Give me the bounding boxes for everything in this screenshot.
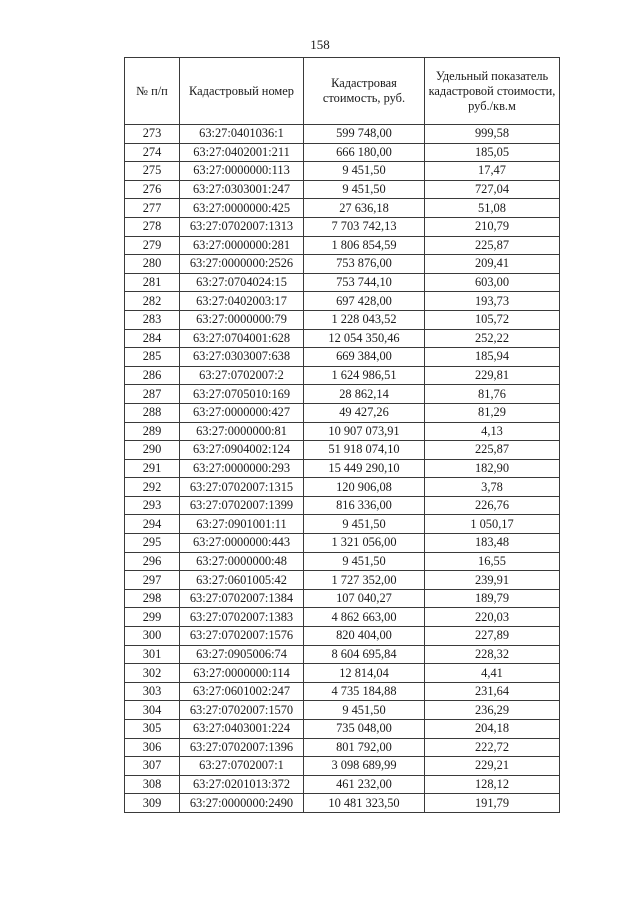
cadastral-number-cell: 63:27:0402001:211 xyxy=(180,143,304,162)
row-num-cell: 293 xyxy=(125,496,180,515)
table-row xyxy=(125,199,560,218)
cadastral-value-cell: 697 428,00 xyxy=(304,292,425,311)
row-num-cell: 277 xyxy=(125,199,180,218)
cadastral-number-cell: 63:27:0402003:17 xyxy=(180,292,304,311)
table-header-row xyxy=(125,58,560,125)
specific-indicator-cell: 239,91 xyxy=(425,571,560,590)
table-row xyxy=(125,162,560,181)
row-num-cell: 296 xyxy=(125,552,180,571)
cadastral-number-cell: 63:27:0000000:443 xyxy=(180,534,304,553)
specific-indicator-cell: 227,89 xyxy=(425,627,560,646)
cadastral-number-cell: 63:27:0303007:638 xyxy=(180,348,304,367)
cadastral-value-cell: 51 918 074,10 xyxy=(304,441,425,460)
cadastral-number-cell: 63:27:0000000:281 xyxy=(180,236,304,255)
row-num-cell: 300 xyxy=(125,627,180,646)
cadastral-value-cell: 9 451,50 xyxy=(304,701,425,720)
cadastral-value-cell: 9 451,50 xyxy=(304,515,425,534)
row-num-cell: 280 xyxy=(125,255,180,274)
table-row xyxy=(125,608,560,627)
table-row xyxy=(125,217,560,236)
table-row xyxy=(125,143,560,162)
cadastral-number-cell: 63:27:0705010:169 xyxy=(180,385,304,404)
cadastral-number-cell: 63:27:0000000:2490 xyxy=(180,794,304,813)
table-row xyxy=(125,682,560,701)
cadastral-value-cell: 666 180,00 xyxy=(304,143,425,162)
cadastral-number-cell: 63:27:0704024:15 xyxy=(180,273,304,292)
row-num-cell: 279 xyxy=(125,236,180,255)
cadastral-value-cell: 15 449 290,10 xyxy=(304,459,425,478)
cadastral-number-cell: 63:27:0000000:427 xyxy=(180,403,304,422)
table-row xyxy=(125,515,560,534)
table-row xyxy=(125,645,560,664)
header-cadastral-number: Кадастровый номер xyxy=(180,58,304,125)
table-row xyxy=(125,478,560,497)
specific-indicator-cell: 204,18 xyxy=(425,720,560,739)
specific-indicator-cell: 225,87 xyxy=(425,441,560,460)
row-num-cell: 304 xyxy=(125,701,180,720)
specific-indicator-cell: 229,81 xyxy=(425,366,560,385)
row-num-cell: 301 xyxy=(125,645,180,664)
header-num: № п/п xyxy=(125,58,180,125)
table-row xyxy=(125,366,560,385)
cadastral-value-cell: 27 636,18 xyxy=(304,199,425,218)
cadastral-number-cell: 63:27:0901001:11 xyxy=(180,515,304,534)
cadastral-number-cell: 63:27:0702007:1383 xyxy=(180,608,304,627)
specific-indicator-cell: 16,55 xyxy=(425,552,560,571)
row-num-cell: 305 xyxy=(125,720,180,739)
cadastral-number-cell: 63:27:0601005:42 xyxy=(180,571,304,590)
specific-indicator-cell: 193,73 xyxy=(425,292,560,311)
specific-indicator-cell: 222,72 xyxy=(425,738,560,757)
cadastral-value-cell: 1 624 986,51 xyxy=(304,366,425,385)
table-row xyxy=(125,385,560,404)
specific-indicator-cell: 231,64 xyxy=(425,682,560,701)
table-row xyxy=(125,589,560,608)
cadastral-value-cell: 3 098 689,99 xyxy=(304,757,425,776)
cadastral-number-cell: 63:27:0000000:113 xyxy=(180,162,304,181)
row-num-cell: 278 xyxy=(125,217,180,236)
table-row xyxy=(125,775,560,794)
table-row xyxy=(125,255,560,274)
row-num-cell: 275 xyxy=(125,162,180,181)
specific-indicator-cell: 191,79 xyxy=(425,794,560,813)
specific-indicator-cell: 226,76 xyxy=(425,496,560,515)
specific-indicator-cell: 209,41 xyxy=(425,255,560,274)
cadastral-value-cell: 4 735 184,88 xyxy=(304,682,425,701)
cadastral-value-cell: 820 404,00 xyxy=(304,627,425,646)
cadastral-number-cell: 63:27:0704001:628 xyxy=(180,329,304,348)
specific-indicator-cell: 252,22 xyxy=(425,329,560,348)
cadastral-value-cell: 4 862 663,00 xyxy=(304,608,425,627)
cadastral-number-cell: 63:27:0000000:293 xyxy=(180,459,304,478)
specific-indicator-cell: 603,00 xyxy=(425,273,560,292)
cadastral-value-cell: 9 451,50 xyxy=(304,162,425,181)
table-row xyxy=(125,292,560,311)
cadastral-number-cell: 63:27:0401036:1 xyxy=(180,125,304,144)
specific-indicator-cell: 999,58 xyxy=(425,125,560,144)
row-num-cell: 283 xyxy=(125,310,180,329)
table-row xyxy=(125,403,560,422)
cadastral-value-cell: 753 876,00 xyxy=(304,255,425,274)
table-row xyxy=(125,571,560,590)
cadastral-value-cell: 9 451,50 xyxy=(304,552,425,571)
cadastral-number-cell: 63:27:0303001:247 xyxy=(180,180,304,199)
cadastral-number-cell: 63:27:0904002:124 xyxy=(180,441,304,460)
row-num-cell: 289 xyxy=(125,422,180,441)
cadastral-value-cell: 10 907 073,91 xyxy=(304,422,425,441)
row-num-cell: 303 xyxy=(125,682,180,701)
header-specific-indicator: Удельный показатель кадастровой стоимости, руб./кв.м xyxy=(425,58,560,125)
specific-indicator-cell: 229,21 xyxy=(425,757,560,776)
row-num-cell: 295 xyxy=(125,534,180,553)
table-row xyxy=(125,496,560,515)
cadastral-value-cell: 49 427,26 xyxy=(304,403,425,422)
cadastral-value-cell: 1 321 056,00 xyxy=(304,534,425,553)
cadastral-number-cell: 63:27:0000000:81 xyxy=(180,422,304,441)
table-row xyxy=(125,329,560,348)
specific-indicator-cell: 210,79 xyxy=(425,217,560,236)
table-row xyxy=(125,180,560,199)
row-num-cell: 309 xyxy=(125,794,180,813)
cadastral-value-cell: 12 054 350,46 xyxy=(304,329,425,348)
cadastral-value-cell: 9 451,50 xyxy=(304,180,425,199)
cadastral-value-cell: 816 336,00 xyxy=(304,496,425,515)
row-num-cell: 302 xyxy=(125,664,180,683)
specific-indicator-cell: 225,87 xyxy=(425,236,560,255)
specific-indicator-cell: 81,76 xyxy=(425,385,560,404)
specific-indicator-cell: 51,08 xyxy=(425,199,560,218)
row-num-cell: 308 xyxy=(125,775,180,794)
cadastral-number-cell: 63:27:0000000:79 xyxy=(180,310,304,329)
cadastral-value-cell: 461 232,00 xyxy=(304,775,425,794)
table-row xyxy=(125,534,560,553)
cadastral-value-cell: 107 040,27 xyxy=(304,589,425,608)
cadastral-number-cell: 63:27:0601002:247 xyxy=(180,682,304,701)
cadastral-number-cell: 63:27:0702007:1 xyxy=(180,757,304,776)
specific-indicator-cell: 185,94 xyxy=(425,348,560,367)
specific-indicator-cell: 182,90 xyxy=(425,459,560,478)
table-row xyxy=(125,125,560,144)
row-num-cell: 299 xyxy=(125,608,180,627)
specific-indicator-cell: 183,48 xyxy=(425,534,560,553)
row-num-cell: 276 xyxy=(125,180,180,199)
table-row xyxy=(125,459,560,478)
row-num-cell: 281 xyxy=(125,273,180,292)
table-row xyxy=(125,757,560,776)
table-row xyxy=(125,310,560,329)
cadastral-number-cell: 63:27:0201013:372 xyxy=(180,775,304,794)
row-num-cell: 273 xyxy=(125,125,180,144)
row-num-cell: 288 xyxy=(125,403,180,422)
specific-indicator-cell: 81,29 xyxy=(425,403,560,422)
specific-indicator-cell: 4,13 xyxy=(425,422,560,441)
row-num-cell: 274 xyxy=(125,143,180,162)
row-num-cell: 287 xyxy=(125,385,180,404)
cadastral-number-cell: 63:27:0000000:114 xyxy=(180,664,304,683)
specific-indicator-cell: 105,72 xyxy=(425,310,560,329)
specific-indicator-cell: 128,12 xyxy=(425,775,560,794)
cadastral-number-cell: 63:27:0702007:1399 xyxy=(180,496,304,515)
row-num-cell: 298 xyxy=(125,589,180,608)
cadastral-number-cell: 63:27:0702007:1313 xyxy=(180,217,304,236)
specific-indicator-cell: 1 050,17 xyxy=(425,515,560,534)
specific-indicator-cell: 17,47 xyxy=(425,162,560,181)
cadastral-value-cell: 120 906,08 xyxy=(304,478,425,497)
specific-indicator-cell: 228,32 xyxy=(425,645,560,664)
cadastral-value-cell: 801 792,00 xyxy=(304,738,425,757)
table-row xyxy=(125,664,560,683)
cadastral-number-cell: 63:27:0702007:2 xyxy=(180,366,304,385)
cadastral-number-cell: 63:27:0403001:224 xyxy=(180,720,304,739)
specific-indicator-cell: 189,79 xyxy=(425,589,560,608)
row-num-cell: 294 xyxy=(125,515,180,534)
row-num-cell: 292 xyxy=(125,478,180,497)
cadastral-value-cell: 669 384,00 xyxy=(304,348,425,367)
table-row xyxy=(125,441,560,460)
row-num-cell: 297 xyxy=(125,571,180,590)
table-row xyxy=(125,552,560,571)
cadastral-number-cell: 63:27:0702007:1396 xyxy=(180,738,304,757)
row-num-cell: 285 xyxy=(125,348,180,367)
cadastral-value-table xyxy=(124,57,560,813)
cadastral-number-cell: 63:27:0702007:1570 xyxy=(180,701,304,720)
table-row xyxy=(125,627,560,646)
cadastral-value-cell: 1 727 352,00 xyxy=(304,571,425,590)
cadastral-value-cell: 12 814,04 xyxy=(304,664,425,683)
cadastral-number-cell: 63:27:0702007:1576 xyxy=(180,627,304,646)
specific-indicator-cell: 3,78 xyxy=(425,478,560,497)
specific-indicator-cell: 185,05 xyxy=(425,143,560,162)
specific-indicator-cell: 4,41 xyxy=(425,664,560,683)
cadastral-value-cell: 7 703 742,13 xyxy=(304,217,425,236)
table-row xyxy=(125,738,560,757)
cadastral-number-cell: 63:27:0702007:1384 xyxy=(180,589,304,608)
table-row xyxy=(125,794,560,813)
row-num-cell: 282 xyxy=(125,292,180,311)
cadastral-value-cell: 10 481 323,50 xyxy=(304,794,425,813)
table-row xyxy=(125,701,560,720)
row-num-cell: 291 xyxy=(125,459,180,478)
row-num-cell: 286 xyxy=(125,366,180,385)
cadastral-number-cell: 63:27:0000000:2526 xyxy=(180,255,304,274)
cadastral-number-cell: 63:27:0905006:74 xyxy=(180,645,304,664)
cadastral-value-cell: 599 748,00 xyxy=(304,125,425,144)
row-num-cell: 307 xyxy=(125,757,180,776)
table-row xyxy=(125,348,560,367)
header-cadastral-value: Кадастровая стоимость, руб. xyxy=(304,58,425,125)
specific-indicator-cell: 236,29 xyxy=(425,701,560,720)
cadastral-value-cell: 753 744,10 xyxy=(304,273,425,292)
cadastral-value-cell: 735 048,00 xyxy=(304,720,425,739)
table-row xyxy=(125,273,560,292)
row-num-cell: 290 xyxy=(125,441,180,460)
specific-indicator-cell: 727,04 xyxy=(425,180,560,199)
page-number: 158 xyxy=(310,37,330,52)
cadastral-value-cell: 28 862,14 xyxy=(304,385,425,404)
table-row xyxy=(125,236,560,255)
cadastral-number-cell: 63:27:0702007:1315 xyxy=(180,478,304,497)
cadastral-number-cell: 63:27:0000000:425 xyxy=(180,199,304,218)
cadastral-value-cell: 8 604 695,84 xyxy=(304,645,425,664)
row-num-cell: 284 xyxy=(125,329,180,348)
table-row xyxy=(125,720,560,739)
table-row xyxy=(125,422,560,441)
cadastral-value-cell: 1 806 854,59 xyxy=(304,236,425,255)
specific-indicator-cell: 220,03 xyxy=(425,608,560,627)
row-num-cell: 306 xyxy=(125,738,180,757)
cadastral-number-cell: 63:27:0000000:48 xyxy=(180,552,304,571)
cadastral-value-cell: 1 228 043,52 xyxy=(304,310,425,329)
table-body xyxy=(125,125,560,813)
